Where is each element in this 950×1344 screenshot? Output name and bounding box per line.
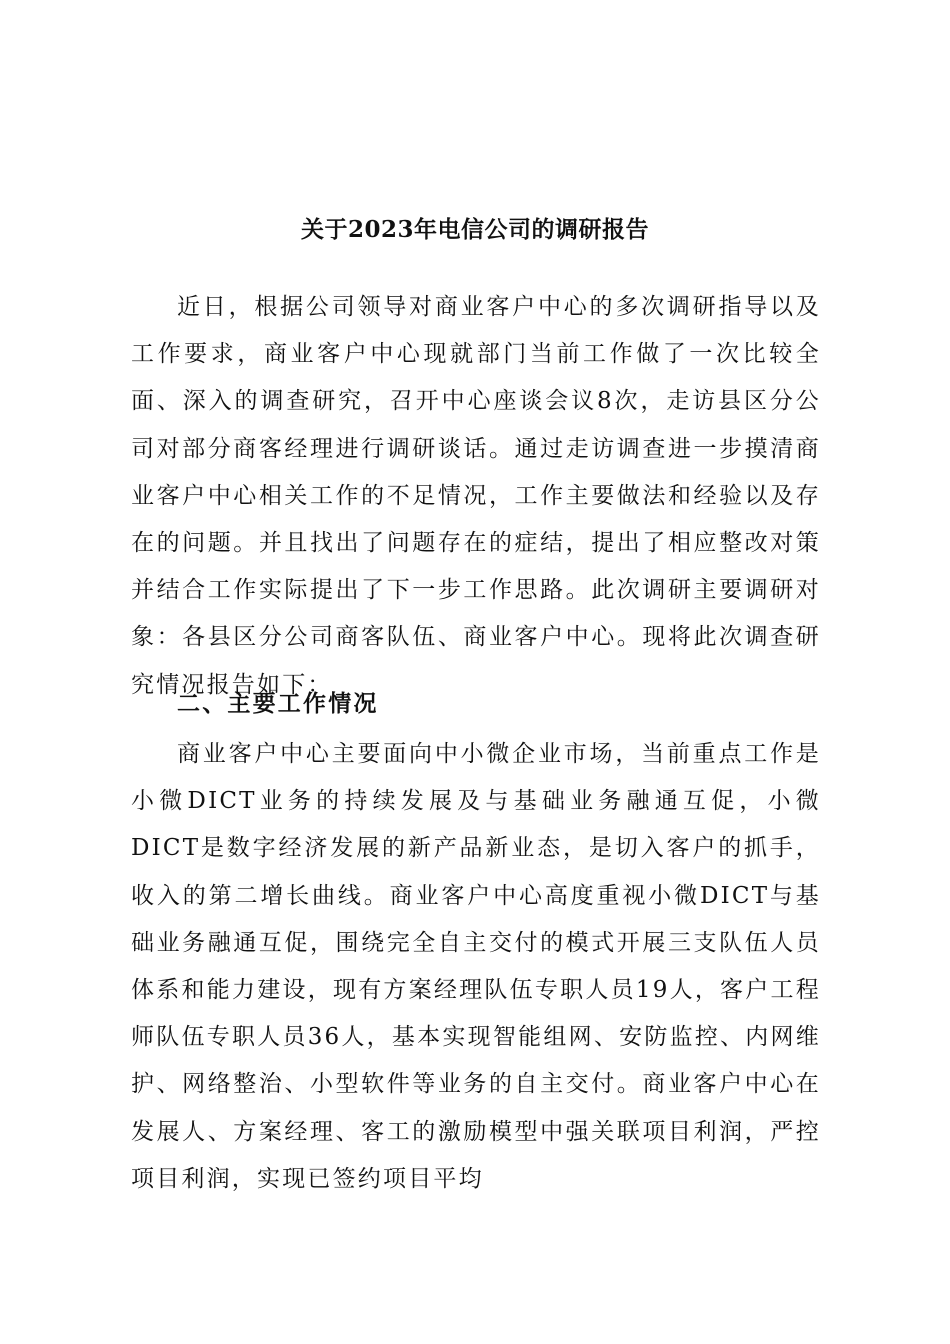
intro-paragraph: 近日，根据公司领导对商业客户中心的多次调研指导以及工作要求，商业客户中心现就部门当前工作做了一次比较全面、深入的调查研究，召开中心座谈会议8次，走访县区分公司对部分商客经理进行调研谈话。通过走访调查进一步摸清商业客户中心相关工作的不足情况，工作主要做法和经验以及存在的问题。并且找出了问题存在的症结，提出了相应整改对策并结合工作实际提出了下一步工作思路。此次调研主要调研对象：各县区分公司商客队伍、商业客户中心。现将此次调查研究情况报告如下：	[131, 294, 821, 698]
document-title: 关于2023年电信公司的调研报告	[300, 216, 649, 243]
section-heading: 二、主要工作情况	[177, 690, 379, 717]
work-situation-paragraph: 商业客户中心主要面向中小微企业市场，当前重点工作是小微DICT业务的持续发展及与基础业务融通互促，小微DICT是数字经济发展的新产品新业态，是切入客户的抓手，收入的第二增长曲线。商业客户中心高度重视小微DICT与基础业务融通互促，围绕完全自主交付的模式开展三支队伍人员体系和能力建设，现有方案经理队伍专职人员19人，客户工程师队伍专职人员36人，基本实现智能组网、安防监控、内网维护、网络整治、小型软件等业务的自主交付。商业客户中心在发展人、方案经理、客工的激励模型中强关联项目利润，严控项目利润，实现已签约项目平均	[131, 741, 821, 1192]
